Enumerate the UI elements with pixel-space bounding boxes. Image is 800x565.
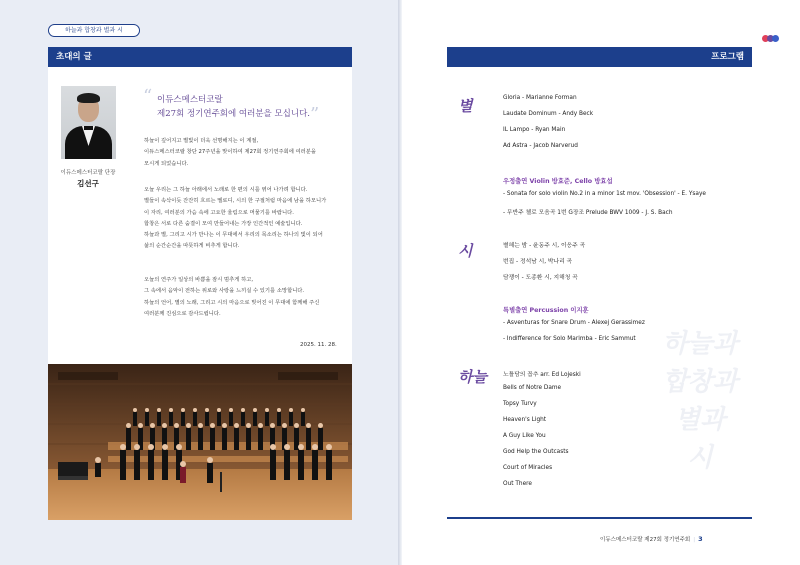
page-number: 3	[698, 535, 703, 543]
conductor-role: 이듀스메스터코랄 단장	[60, 170, 116, 176]
greeting-title: 이듀스메스터코랄 제27회 정기연주회에 여러분을 모십니다.	[157, 95, 311, 119]
marker-sky: 하늘	[458, 368, 487, 386]
program-item: God Help the Outcasts	[503, 449, 569, 455]
decorative-dots	[764, 27, 779, 46]
conductor-name: 김선구	[77, 179, 99, 188]
program-item: Laudate Dominum - Andy Beck	[503, 111, 594, 117]
watermark-text: 하늘과 합창과 별과 시	[662, 329, 738, 473]
program-item: 별헤는 밤 - 윤동주 시, 이응주 곡	[503, 243, 586, 249]
program-item: - 무반주 첼로 모음곡 1번 G장조 Prelude BWV 1009 - J. S. Bach	[503, 210, 673, 216]
conductor-portrait	[61, 86, 116, 159]
program-item: - Asventuras for Snare Drum - Alexej Gerassimez	[503, 320, 645, 326]
greeting-paragraph-3: 오늘의 연주가 일상의 바쁨을 잠시 멈추게 하고, 그 속에서 음악이 전하는 위로와 사랑을 느끼실 수 있기를 소망합니다. 하늘의 언어, 별의 노래, 그리고 시의 마음으로 빚어진 이 무대에 함께해 주신 여러분께 진심으로 감사드립니다.	[144, 277, 320, 317]
close-quote-icon: ”	[310, 104, 320, 125]
greeting-date: 2025. 11. 28.	[300, 342, 337, 348]
choir-photo	[48, 364, 352, 520]
program-item: - Sonata for solo violin No.2 in a minor 1st mov. 'Obsession' - E. Ysaye	[503, 191, 706, 197]
open-quote-icon: “	[143, 86, 153, 107]
marker-star: 별	[458, 97, 473, 115]
program-section-title: 프로그램	[447, 47, 752, 67]
program-item: 노틀담의 꼽추 arr. Ed Lojeski	[503, 372, 581, 378]
program-item: 담쟁이 - 도종환 시, 지해청 곡	[503, 275, 578, 281]
invitation-section-title: 초대의 글	[48, 47, 352, 67]
greeting-paragraph-2: 오늘 우리는 그 하늘 아래에서 노래로 한 편의 시를 엮어 나가려 합니다. 별들이 속삭이듯 잔잔히 흐르는 멜로디, 시의 한 구절처럼 마음에 남을 하모니가 이 자리, 여러분의 가슴 속에 고요한 울림으로 머물기를 바랍니다. 합창은 서로 다른 숨결이 모여 만들어내는 가장 인간적인 예술입니다. 하늘과 별, 그리고 시가 만나는 이 무대에서 우리의 목소리는 하나의 빛이 되어 삶의 순간순간을 따뜻하게 비추게 합니다.	[144, 187, 327, 250]
program-item: Topsy Turvy	[503, 401, 537, 407]
program-item: 번집 - 정석남 시, 박나리 곡	[503, 259, 573, 265]
program-item: Heaven's Light	[503, 417, 547, 423]
program-item: - Indifference for Solo Marimba - Eric Sammut	[503, 336, 636, 342]
greeting-paragraph-1: 하늘이 깊어지고 별빛이 더욱 선명해지는 이 계절, 이듀스메스터코랄 창단 27주년을 맞이하여 제27회 정기연주회에 여러분을 모시게 되었습니다.	[144, 138, 316, 167]
footer-title: 이듀스메스터코랄 제27회 정기연주회	[600, 537, 691, 543]
choir-stage-illustration	[48, 364, 352, 520]
page-spine	[398, 0, 402, 565]
program-item: Court of Miracles	[503, 465, 553, 471]
header-pill: 하늘과 합창과 별과 시	[48, 24, 140, 37]
right-page	[400, 0, 800, 565]
program-item: Ad Astra - Jacob Narverud	[503, 143, 578, 149]
program-item: Out There	[503, 481, 532, 487]
page-footer: 이듀스메스터코랄 제27회 정기연주회 | 3	[600, 535, 703, 543]
special-performer-heading: 특별출연 Percussion 이지훈	[503, 307, 589, 314]
program-item: IL Lampo - Ryan Main	[503, 127, 566, 133]
marker-poem: 시	[458, 242, 473, 260]
special-guest-heading: 우정출연 Violin 방효준, Cello 방효섭	[503, 178, 613, 185]
footer-rule	[447, 517, 752, 519]
program-item: Gloria - Marianne Forman	[503, 95, 577, 101]
program-item: A Guy Like You	[503, 433, 546, 439]
program-item: Bells of Notre Dame	[503, 385, 562, 391]
